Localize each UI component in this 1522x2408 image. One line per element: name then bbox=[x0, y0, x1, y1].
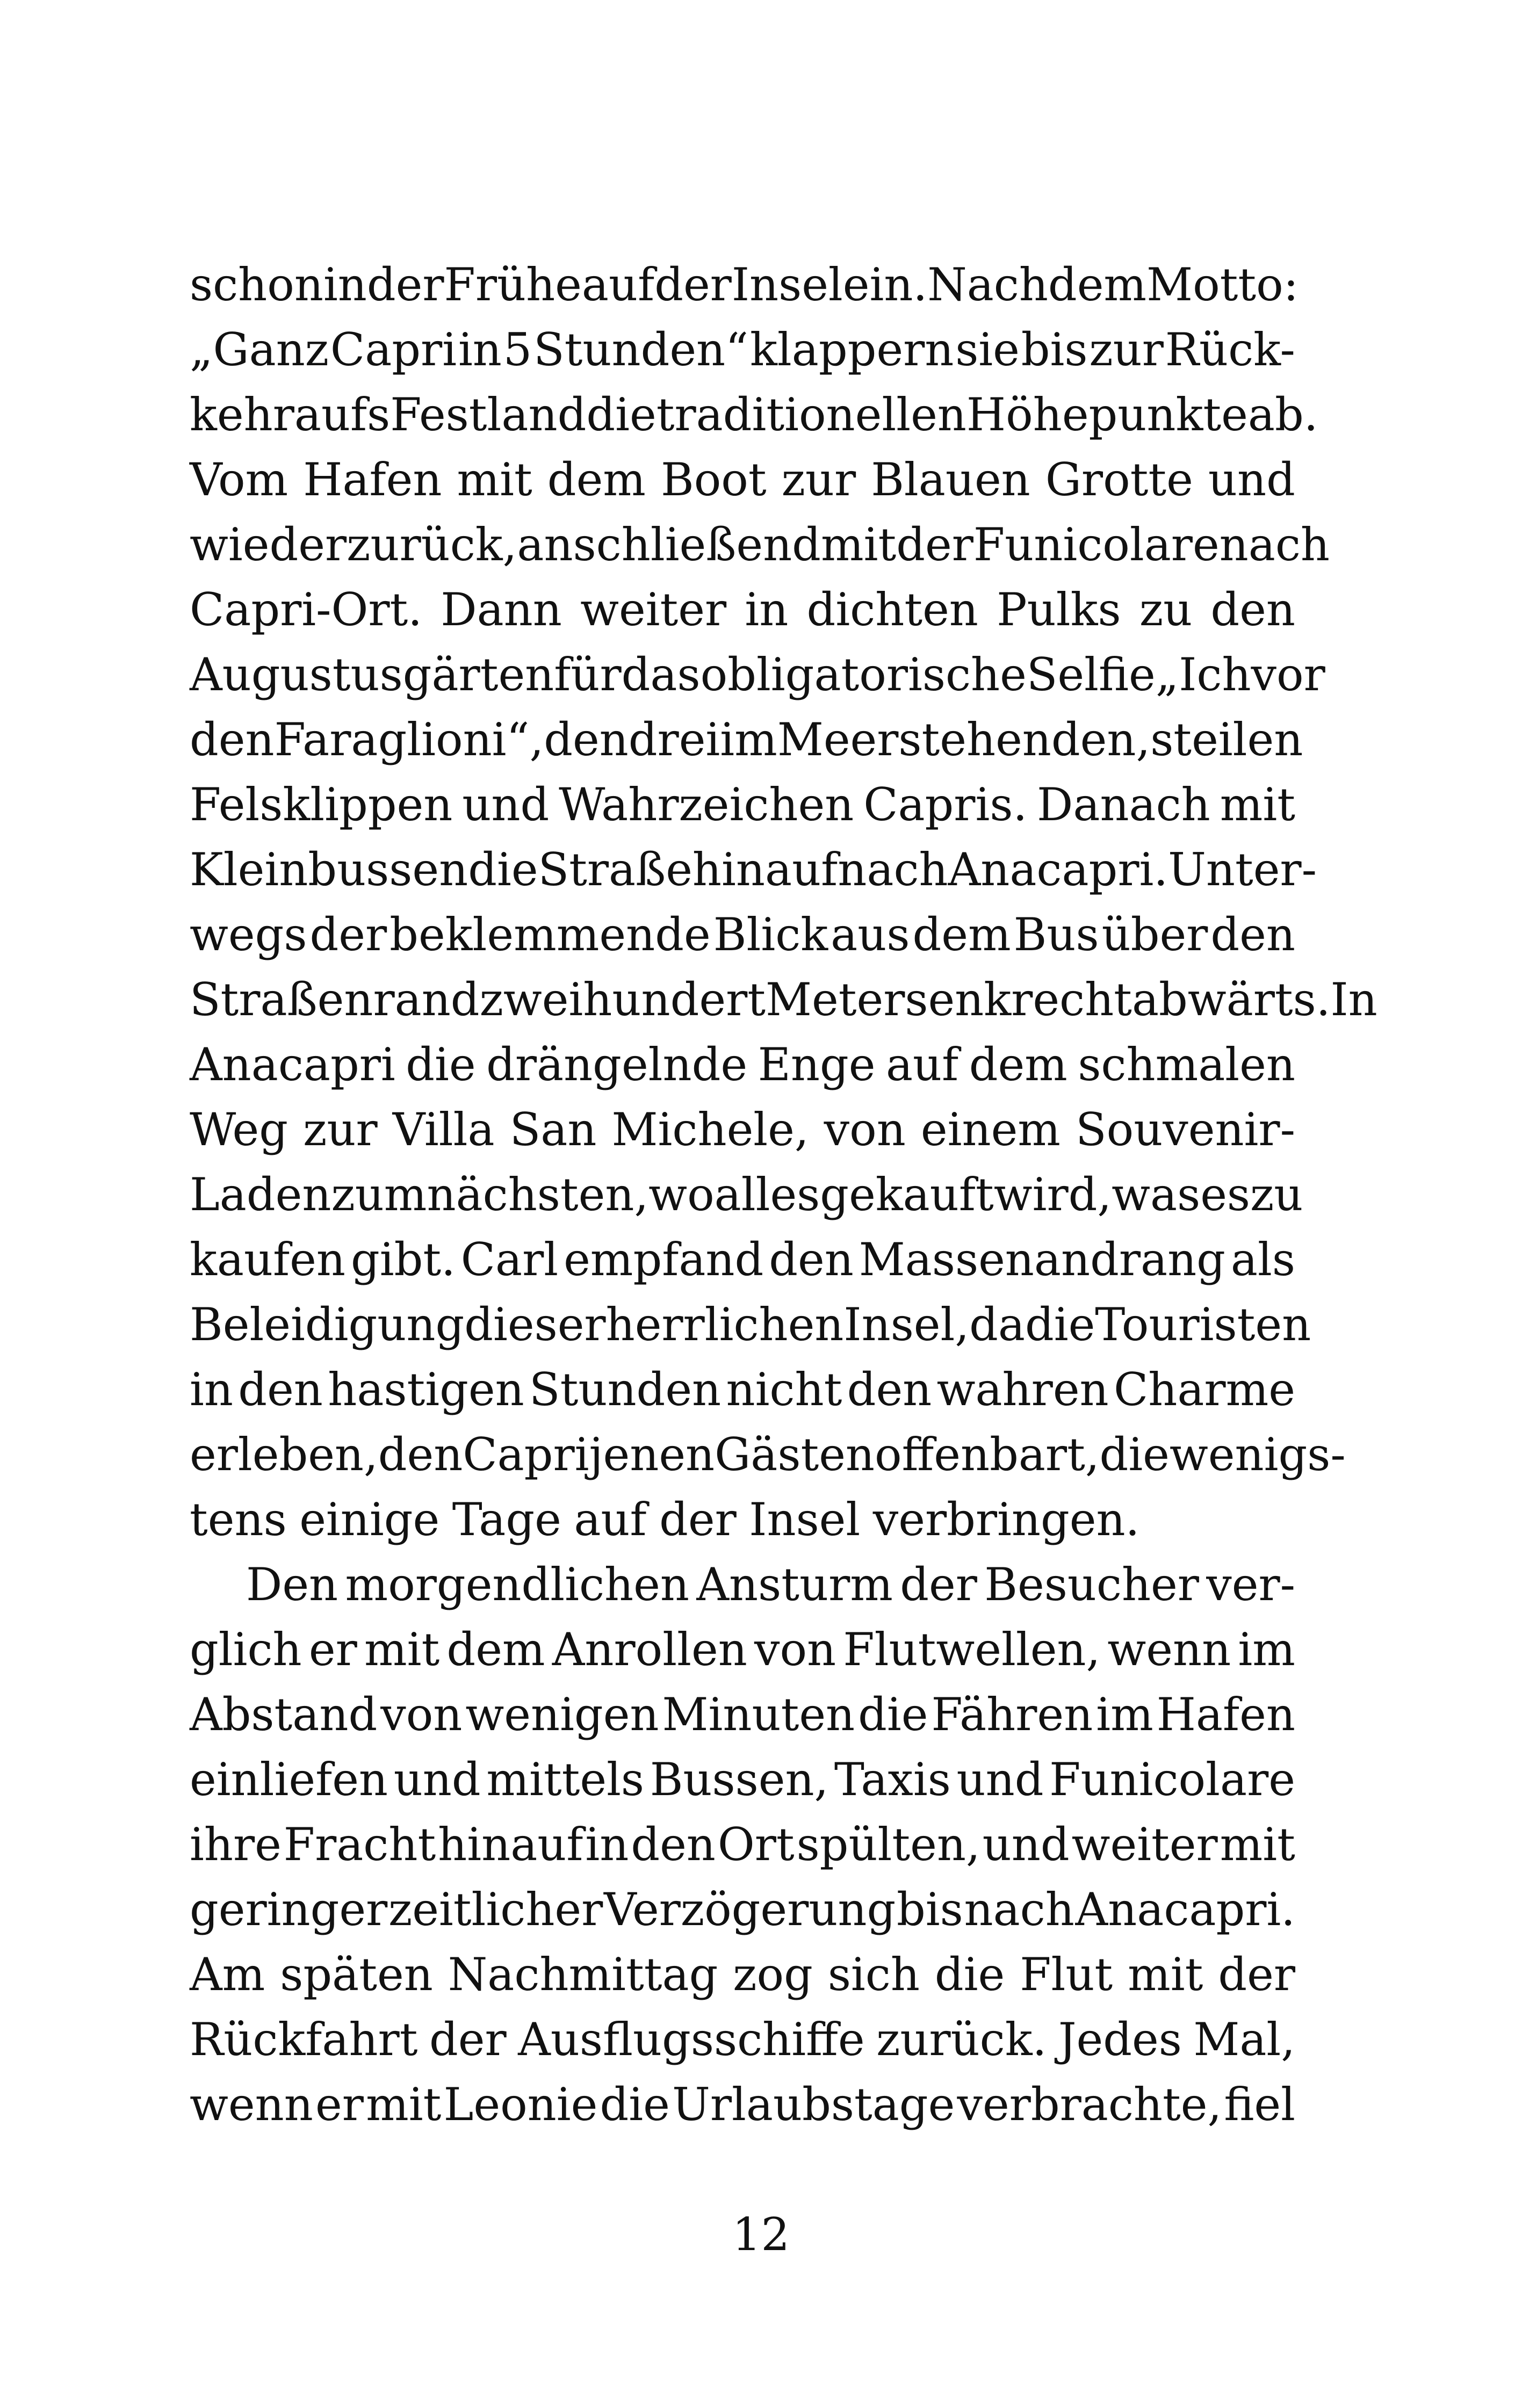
word: Capri-Ort. bbox=[190, 583, 423, 636]
word: über bbox=[1101, 908, 1208, 961]
text-line bbox=[190, 1617, 1295, 1682]
text-line bbox=[190, 1032, 1295, 1097]
word: er bbox=[308, 1623, 357, 1676]
word: dichten bbox=[806, 583, 978, 636]
word: wenigs- bbox=[1169, 1428, 1346, 1481]
word: in bbox=[323, 258, 367, 311]
word: vor bbox=[1251, 648, 1325, 701]
word: Augustusgärten bbox=[190, 648, 554, 701]
text-line bbox=[190, 512, 1330, 577]
word: Funicolare bbox=[1049, 1753, 1295, 1806]
word: Jedes bbox=[1058, 2013, 1182, 2066]
word: wenn bbox=[1107, 1623, 1231, 1676]
word: weiter bbox=[580, 583, 727, 636]
word: ver- bbox=[1206, 1558, 1295, 1611]
word: in bbox=[585, 1818, 629, 1871]
word: für bbox=[554, 648, 622, 701]
word: Meter bbox=[766, 973, 905, 1026]
word: und bbox=[393, 1753, 481, 1806]
word: zeitlicher bbox=[388, 1883, 603, 1936]
word: sie bbox=[955, 323, 1020, 376]
word: den bbox=[631, 1818, 716, 1871]
word: offenbart, bbox=[875, 1428, 1100, 1481]
word: ein. bbox=[842, 258, 928, 311]
word: In bbox=[1330, 973, 1377, 1026]
word: dem bbox=[446, 1623, 545, 1676]
word: tens bbox=[190, 1493, 287, 1546]
word: mit bbox=[1220, 1818, 1295, 1871]
word: sich bbox=[827, 1948, 920, 2001]
word: hinauf bbox=[692, 843, 838, 896]
text-line bbox=[190, 772, 1295, 837]
word: als bbox=[1230, 1233, 1295, 1286]
word: den bbox=[1210, 908, 1295, 961]
word: die bbox=[858, 1688, 928, 1741]
word: er bbox=[315, 2078, 364, 2131]
word: nächsten, bbox=[427, 1168, 649, 1221]
word: Stunden bbox=[529, 1363, 722, 1416]
word: mit bbox=[1220, 778, 1295, 831]
word: Stunden“ bbox=[533, 323, 749, 376]
word: ab. bbox=[1247, 388, 1318, 441]
word: und bbox=[1208, 453, 1295, 506]
word: im bbox=[720, 713, 777, 766]
word: von bbox=[824, 1103, 906, 1156]
word: die bbox=[1099, 1428, 1170, 1481]
word: Ausflugsschiffe bbox=[518, 2013, 865, 2066]
word: zurück. bbox=[876, 2013, 1047, 2066]
word: fiel bbox=[1224, 2078, 1295, 2131]
text-line bbox=[190, 837, 1317, 902]
word: nicht bbox=[726, 1363, 842, 1416]
word: traditionellen bbox=[656, 388, 966, 441]
word: Ansturm bbox=[696, 1558, 893, 1611]
word: zur bbox=[781, 453, 856, 506]
word: drängelnde bbox=[486, 1038, 748, 1091]
word: in bbox=[745, 583, 789, 636]
text-line bbox=[190, 1227, 1295, 1292]
word: Souvenir- bbox=[1076, 1103, 1295, 1156]
word: Motto: bbox=[1146, 258, 1299, 311]
word: Massenandrang bbox=[859, 1233, 1225, 1286]
word: und bbox=[956, 1753, 1044, 1806]
word: wird, bbox=[993, 1168, 1112, 1221]
word: der bbox=[366, 258, 444, 311]
word: geringer bbox=[190, 1883, 388, 1936]
word: die bbox=[586, 388, 657, 441]
word: Danach bbox=[1037, 778, 1210, 831]
word: Carl bbox=[460, 1233, 559, 1286]
word: wo bbox=[648, 1168, 715, 1221]
word: der bbox=[429, 2013, 507, 2066]
word: Abstand bbox=[190, 1688, 378, 1741]
body-text bbox=[190, 252, 1377, 2137]
word: der bbox=[309, 908, 387, 961]
word: zu bbox=[1250, 1168, 1303, 1221]
text-line bbox=[190, 447, 1295, 512]
word: Faraglioni“, bbox=[274, 713, 544, 766]
word: nach bbox=[1219, 518, 1330, 571]
word: bis bbox=[897, 1883, 963, 1936]
word: von bbox=[754, 1623, 836, 1676]
word: Laden bbox=[190, 1168, 331, 1221]
word: Insel, bbox=[843, 1298, 970, 1351]
word: und bbox=[982, 1818, 1070, 1871]
word: Michele, bbox=[611, 1103, 809, 1156]
word: Boot bbox=[660, 453, 767, 506]
word: Nachmittag bbox=[448, 1948, 718, 2001]
word: Anacapri. bbox=[948, 843, 1168, 896]
word: da bbox=[969, 1298, 1025, 1351]
word: aufs bbox=[294, 388, 391, 441]
word: hinauf bbox=[438, 1818, 583, 1871]
word: Rückfahrt bbox=[190, 2013, 418, 2066]
word: späten bbox=[280, 1948, 433, 2001]
word: den bbox=[378, 1428, 463, 1481]
word: Verzögerung bbox=[604, 1883, 896, 1936]
word: den bbox=[847, 1363, 932, 1416]
word: Tage bbox=[452, 1493, 561, 1546]
word: weiter bbox=[1071, 1818, 1218, 1871]
word: die bbox=[600, 2078, 670, 2131]
text-line bbox=[190, 1357, 1295, 1422]
word: in bbox=[190, 1363, 233, 1416]
word: Meer bbox=[777, 713, 899, 766]
text-line bbox=[190, 1747, 1295, 1812]
word: Blauen bbox=[871, 453, 1030, 506]
word: Gästen bbox=[715, 1428, 875, 1481]
word: Wahrzeichen bbox=[559, 778, 854, 831]
word: verbrachte, bbox=[957, 2078, 1222, 2131]
word: der bbox=[654, 258, 732, 311]
word: Selfie bbox=[1026, 648, 1156, 701]
word: Anacapri. bbox=[1075, 1883, 1295, 1936]
word: „Ganz bbox=[190, 323, 329, 376]
word: herrlichen bbox=[605, 1298, 844, 1351]
word: Anrollen bbox=[552, 1623, 747, 1676]
word: jenen bbox=[589, 1428, 715, 1481]
word: auf bbox=[581, 258, 655, 311]
word: der bbox=[659, 1493, 737, 1546]
word: Felsklippen bbox=[190, 778, 453, 831]
word: die bbox=[406, 1038, 476, 1091]
word: verbringen. bbox=[872, 1493, 1140, 1546]
text-line bbox=[190, 317, 1295, 382]
word: Charme bbox=[1113, 1363, 1295, 1416]
word: „Ich bbox=[1155, 648, 1251, 701]
word: drei bbox=[628, 713, 720, 766]
word: wieder bbox=[190, 518, 347, 571]
word: Pulks bbox=[997, 583, 1121, 636]
word: Ort bbox=[717, 1818, 795, 1871]
word: einem bbox=[920, 1103, 1061, 1156]
word: den bbox=[238, 1363, 323, 1416]
word: zur bbox=[1089, 323, 1164, 376]
word: Capri bbox=[330, 323, 457, 376]
text-line bbox=[190, 1162, 1303, 1227]
text-line bbox=[190, 1877, 1295, 1942]
word: Straße bbox=[538, 843, 693, 896]
word: beklemmende bbox=[389, 908, 711, 961]
word: einige bbox=[299, 1493, 440, 1546]
word: die bbox=[468, 843, 538, 896]
word: einliefen bbox=[190, 1753, 388, 1806]
word: dem bbox=[1048, 258, 1147, 311]
word: kehr bbox=[190, 388, 294, 441]
word: anschließend bbox=[517, 518, 821, 571]
word: auf bbox=[574, 1493, 647, 1546]
text-line bbox=[190, 2007, 1295, 2072]
word: Grotte bbox=[1045, 453, 1193, 506]
word: Hafen bbox=[303, 453, 442, 506]
word: zur bbox=[303, 1103, 378, 1156]
word: Insel bbox=[749, 1493, 861, 1546]
word: schon bbox=[190, 258, 323, 311]
word: schmalen bbox=[1078, 1038, 1295, 1091]
word: Enge bbox=[758, 1038, 876, 1091]
word: zurück, bbox=[347, 518, 517, 571]
text-line bbox=[190, 967, 1377, 1032]
word: San bbox=[509, 1103, 597, 1156]
word: empfand bbox=[564, 1233, 764, 1286]
word: nach bbox=[838, 843, 948, 896]
word: alles bbox=[714, 1168, 820, 1221]
word: 5 bbox=[503, 323, 532, 376]
word: Villa bbox=[392, 1103, 495, 1156]
word: Funicolare bbox=[973, 518, 1220, 571]
word: abwärts. bbox=[1131, 973, 1331, 1026]
word: das bbox=[621, 648, 701, 701]
text-line bbox=[190, 707, 1303, 772]
word: die bbox=[1025, 1298, 1095, 1351]
text-line bbox=[190, 1812, 1295, 1877]
word: mittels bbox=[486, 1753, 645, 1806]
word: den bbox=[190, 713, 275, 766]
word: Den bbox=[246, 1558, 338, 1611]
word: der bbox=[896, 518, 973, 571]
word: mit bbox=[820, 518, 897, 571]
word: Weg bbox=[190, 1103, 288, 1156]
word: senkrecht bbox=[905, 973, 1132, 1026]
word: dieser bbox=[464, 1298, 606, 1351]
word: Vom bbox=[190, 453, 288, 506]
word: die bbox=[934, 1948, 1005, 2001]
word: es bbox=[1200, 1168, 1251, 1221]
word: spülten, bbox=[796, 1818, 980, 1871]
word: Unter- bbox=[1168, 843, 1317, 896]
word: Anacapri bbox=[190, 1038, 395, 1091]
word: ihre bbox=[190, 1818, 282, 1871]
word: auf bbox=[885, 1038, 959, 1091]
text-line bbox=[190, 1422, 1346, 1487]
word: Kleinbussen bbox=[190, 843, 468, 896]
word: Blick bbox=[713, 908, 828, 961]
word: wegs bbox=[190, 908, 307, 961]
word: klappern bbox=[749, 323, 954, 376]
text-line bbox=[190, 1292, 1311, 1357]
word: Taxis bbox=[834, 1753, 951, 1806]
word: Beleidigung bbox=[190, 1298, 465, 1351]
word: Flutwellen, bbox=[843, 1623, 1101, 1676]
word: den bbox=[769, 1233, 854, 1286]
text-line bbox=[190, 902, 1295, 967]
word: Höhepunkte bbox=[966, 388, 1248, 441]
word: gibt. bbox=[350, 1233, 456, 1286]
word: Bus bbox=[1013, 908, 1099, 961]
word: den bbox=[1210, 583, 1295, 636]
word: was bbox=[1112, 1168, 1201, 1221]
word: dem bbox=[912, 908, 1011, 961]
word: Fracht bbox=[283, 1818, 436, 1871]
word: Flut bbox=[1020, 1948, 1113, 2001]
word: Fähren bbox=[931, 1688, 1093, 1741]
word: im bbox=[1096, 1688, 1153, 1741]
word: Mal, bbox=[1193, 2013, 1295, 2066]
text-line bbox=[190, 252, 1299, 317]
word: Insel bbox=[731, 258, 843, 311]
word: Besucher bbox=[984, 1558, 1199, 1611]
word: wenigen bbox=[465, 1688, 659, 1741]
word: aus bbox=[831, 908, 910, 961]
page-number: 12 bbox=[732, 2208, 790, 2261]
word: Straßenrand bbox=[190, 973, 480, 1026]
text-line bbox=[190, 642, 1325, 707]
word: mit bbox=[364, 1623, 440, 1676]
word: Leonie bbox=[443, 2078, 598, 2131]
word: in bbox=[458, 323, 502, 376]
word: kaufen bbox=[190, 1233, 345, 1286]
word: Nach bbox=[927, 258, 1048, 311]
word: Touristen bbox=[1095, 1298, 1311, 1351]
word: im bbox=[1238, 1623, 1295, 1676]
text-line bbox=[190, 1942, 1295, 2007]
word: nach bbox=[964, 1883, 1074, 1936]
word: den bbox=[544, 713, 629, 766]
text-line bbox=[190, 1097, 1295, 1162]
text-line bbox=[190, 1682, 1295, 1747]
word: gekauft bbox=[820, 1168, 994, 1221]
word: mit bbox=[366, 2078, 442, 2131]
word: hastigen bbox=[328, 1363, 524, 1416]
word: Am bbox=[190, 1948, 265, 2001]
word: Capris. bbox=[863, 778, 1028, 831]
word: wahren bbox=[936, 1363, 1109, 1416]
word: zu bbox=[1139, 583, 1193, 636]
text-line bbox=[190, 577, 1295, 642]
word: von bbox=[380, 1688, 463, 1741]
text-line bbox=[190, 2072, 1295, 2137]
word: zum bbox=[331, 1168, 427, 1221]
word: Frühe bbox=[444, 258, 582, 311]
word: Dann bbox=[441, 583, 562, 636]
word: morgendlichen bbox=[345, 1558, 689, 1611]
word: dem bbox=[547, 453, 646, 506]
word: zweihundert bbox=[479, 973, 766, 1026]
word: Rück- bbox=[1165, 323, 1295, 376]
word: Minuten bbox=[662, 1688, 855, 1741]
word: der bbox=[900, 1558, 977, 1611]
paragraph-first-line bbox=[190, 1552, 1295, 1617]
word: obligatorische bbox=[700, 648, 1027, 701]
text-line bbox=[190, 382, 1318, 447]
word: mit bbox=[1128, 1948, 1203, 2001]
word: Bussen, bbox=[650, 1753, 829, 1806]
word: zog bbox=[733, 1948, 813, 2001]
word: Hafen bbox=[1156, 1688, 1295, 1741]
word: stehenden, bbox=[898, 713, 1151, 766]
word: Festland bbox=[390, 388, 587, 441]
word: der bbox=[1218, 1948, 1295, 2001]
word: und bbox=[462, 778, 550, 831]
word: steilen bbox=[1150, 713, 1303, 766]
word: bis bbox=[1021, 323, 1088, 376]
word: dem bbox=[969, 1038, 1067, 1091]
word: erleben, bbox=[190, 1428, 378, 1481]
word: wenn bbox=[190, 2078, 313, 2131]
word: Capri bbox=[463, 1428, 589, 1481]
word: glich bbox=[190, 1623, 302, 1676]
paragraph-last-line bbox=[190, 1487, 1295, 1552]
word: mit bbox=[457, 453, 532, 506]
word: Urlaubstage bbox=[672, 2078, 955, 2131]
